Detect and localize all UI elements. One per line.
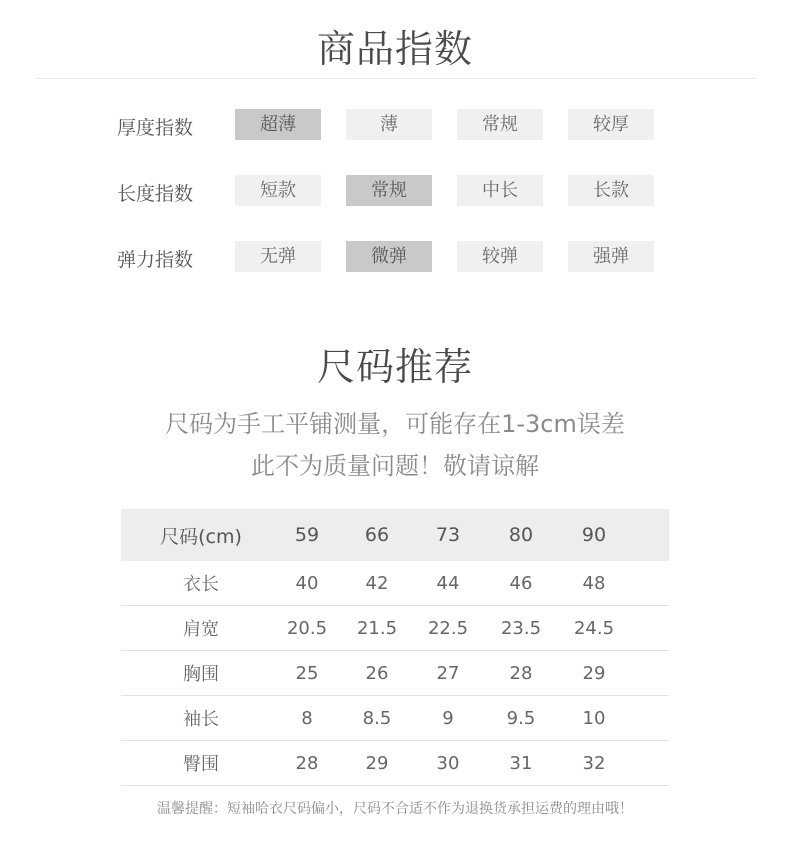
index-option: 微弹 bbox=[346, 241, 432, 272]
table-cell: 40 bbox=[295, 572, 319, 594]
index-option: 较厚 bbox=[568, 109, 654, 140]
table-cell: 10 bbox=[582, 707, 606, 729]
table-cell: 衣长 bbox=[183, 574, 219, 595]
product-index-title: 商品指数 bbox=[316, 27, 473, 71]
table-cell: 24.5 bbox=[573, 617, 615, 639]
table-row bbox=[121, 696, 669, 741]
index-option: 强弹 bbox=[568, 241, 654, 272]
size-table bbox=[121, 509, 669, 786]
table-row bbox=[121, 561, 669, 606]
size-recommendation-title: 尺码推荐 bbox=[316, 345, 473, 389]
table-cell: 31 bbox=[509, 752, 533, 774]
table-cell: 46 bbox=[509, 572, 533, 594]
table-cell: 32 bbox=[582, 752, 606, 774]
index-label: 长度指数 bbox=[117, 183, 194, 205]
table-header-cell: 尺码(cm) bbox=[160, 525, 242, 548]
length-index-row bbox=[0, 175, 790, 207]
table-header-cell: 59 bbox=[294, 524, 320, 546]
table-cell: 袖长 bbox=[183, 709, 219, 730]
table-cell: 21.5 bbox=[356, 617, 398, 639]
index-option: 中长 bbox=[457, 175, 543, 206]
index-option: 长款 bbox=[568, 175, 654, 206]
index-label: 厚度指数 bbox=[117, 117, 194, 139]
table-cell: 9.5 bbox=[506, 707, 536, 729]
index-option: 常规 bbox=[346, 175, 432, 206]
thickness-index-row bbox=[0, 109, 790, 141]
index-option: 无弹 bbox=[235, 241, 321, 272]
table-cell: 胸围 bbox=[183, 664, 219, 685]
table-cell: 20.5 bbox=[286, 617, 328, 639]
title-divider bbox=[35, 78, 755, 79]
table-header-row bbox=[121, 509, 669, 561]
table-cell: 9 bbox=[442, 707, 454, 729]
table-cell: 27 bbox=[436, 662, 460, 684]
table-cell: 48 bbox=[582, 572, 606, 594]
table-header-cell: 90 bbox=[581, 524, 607, 546]
table-row bbox=[121, 606, 669, 651]
index-option: 常规 bbox=[457, 109, 543, 140]
table-cell: 42 bbox=[365, 572, 389, 594]
table-cell: 29 bbox=[365, 752, 389, 774]
index-option: 超薄 bbox=[235, 109, 321, 140]
table-cell: 8.5 bbox=[362, 707, 392, 729]
table-cell: 肩宽 bbox=[183, 619, 219, 640]
table-cell: 29 bbox=[582, 662, 606, 684]
index-label: 弹力指数 bbox=[117, 249, 194, 271]
size-note-line2: 此不为质量问题！敬请谅解 bbox=[251, 452, 539, 480]
table-cell: 臀围 bbox=[183, 754, 219, 775]
table-cell: 28 bbox=[295, 752, 319, 774]
table-cell: 8 bbox=[301, 707, 313, 729]
index-option: 较弹 bbox=[457, 241, 543, 272]
table-row bbox=[121, 741, 669, 786]
table-header-cell: 66 bbox=[364, 524, 390, 546]
table-cell: 44 bbox=[436, 572, 460, 594]
table-cell: 22.5 bbox=[427, 617, 469, 639]
table-header-cell: 80 bbox=[508, 524, 534, 546]
reminder-footnote: 温馨提醒：短袖哈衣尺码偏小，尺码不合适不作为退换货承担运费的理由哦！ bbox=[157, 801, 633, 817]
elasticity-index-row bbox=[0, 241, 790, 273]
table-cell: 25 bbox=[295, 662, 319, 684]
table-cell: 26 bbox=[365, 662, 389, 684]
table-header-cell: 73 bbox=[435, 524, 461, 546]
table-cell: 30 bbox=[436, 752, 460, 774]
size-note-line1: 尺码为手工平铺测量，可能存在1-3cm误差 bbox=[165, 410, 625, 438]
table-row bbox=[121, 651, 669, 696]
index-option: 短款 bbox=[235, 175, 321, 206]
index-option: 薄 bbox=[346, 109, 432, 140]
table-cell: 23.5 bbox=[500, 617, 542, 639]
table-cell: 28 bbox=[509, 662, 533, 684]
